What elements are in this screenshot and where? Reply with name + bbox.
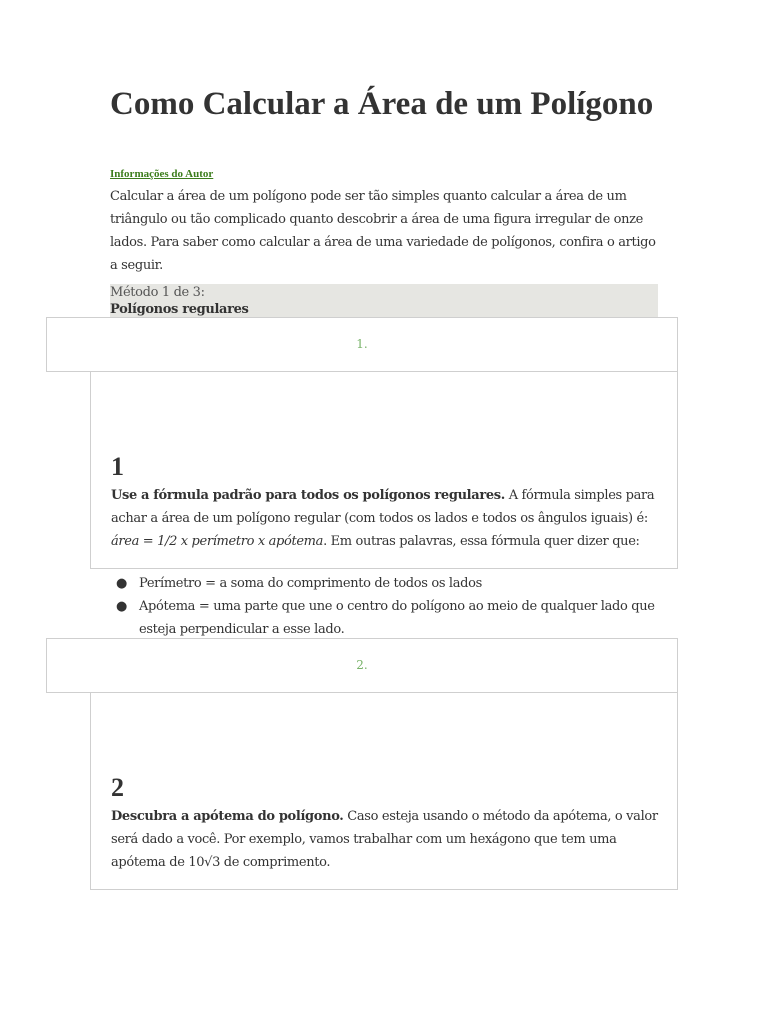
bullet-icon: ● (116, 599, 127, 614)
author-info-link[interactable]: Informações do Autor (110, 168, 214, 180)
step-1-text-part2: . Em outras palavras, essa fórmula quer dizer que: (323, 534, 640, 549)
step-2-text (111, 805, 659, 874)
step-1-formula: área = 1/2 x perímetro x apótema (111, 534, 324, 549)
step-2-number: 2 (111, 773, 124, 802)
step-1-card (90, 371, 678, 569)
step-2-bold-text: Descubra a apótema do polígono. (111, 809, 344, 824)
method-header (110, 284, 658, 318)
bullet-text: Perímetro = a soma do comprimento de todos os lados (139, 576, 482, 591)
step-1-text (111, 484, 659, 553)
step-2-card (90, 692, 678, 890)
article-intro: Calcular a área de um polígono pode ser tão simples quanto calcular a área de um triângulo ou tão complicado quanto descobrir a área de uma figura irregular de onze lados. Para saber como calcular a área de uma variedade de polígonos, confira o artigo a seguir. (110, 189, 656, 273)
step-1-tab-label: 1. (356, 337, 368, 351)
method-title: Polígonos regulares (110, 302, 249, 317)
step-2-tab[interactable] (46, 638, 678, 693)
bullet-text: Apótema = uma parte que une o centro do polígono ao meio de qualquer lado que esteja perpendicular a esse lado. (139, 599, 655, 637)
method-number: Método 1 de 3: (110, 285, 205, 300)
step-1-tab[interactable] (46, 317, 678, 372)
step-1-bullet-list (110, 572, 658, 641)
list-item (110, 595, 658, 641)
step-1-bold-text: Use a fórmula padrão para todos os polígonos regulares. (111, 488, 505, 503)
bullet-icon: ● (116, 576, 127, 591)
step-1-text-part1: A fórmula simples para achar a área de um polígono regular (com todos os lados e todos os ângulos iguais) é: (111, 488, 655, 526)
step-2-text-part1: Caso esteja usando o método da apótema, o valor será dado a você. Por exemplo, vamos trabalhar com um hexágono que tem uma apótema de 10√3 de comprimento. (111, 809, 658, 870)
step-2-tab-label: 2. (356, 658, 368, 672)
step-1-number: 1 (111, 452, 124, 481)
list-item (110, 572, 658, 595)
article-title: Como Calcular a Área de um Polígono (110, 86, 654, 122)
